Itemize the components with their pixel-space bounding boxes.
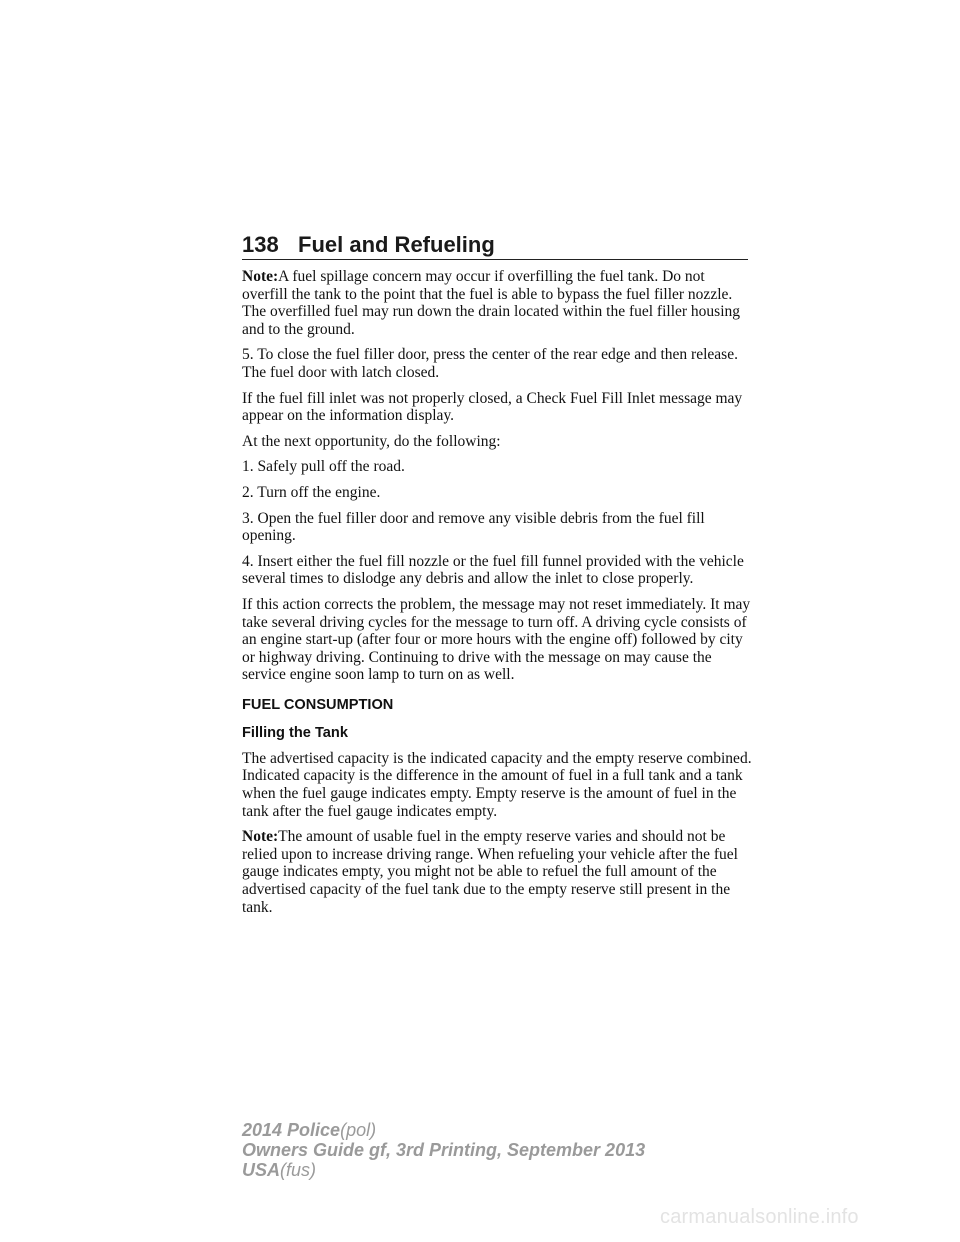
- step-4: 4. Insert either the fuel fill nozzle or the fuel fill funnel provided with the vehicle several times to dislodge any debris and allow the inlet to close properly.: [242, 552, 744, 588]
- footer-model-line: [242, 1120, 762, 1140]
- note-label: Note:: [242, 268, 279, 285]
- note-text: A fuel spillage concern may occur if overfilling the fuel tank. Do not overfill the tank to the point that the fuel is able to bypass the fuel filler nozzle. The overfilled fuel may run down the drain located within the fuel filler housing and to the ground.: [242, 268, 741, 338]
- reset-paragraph: If this action corrects the problem, the message may not reset immediately. It may take several driving cycles for the message to turn off. A driving cycle consists of an engine start-up (after four or more hours with the engine off) followed by city or highway driving. Continuing to drive with the message on may cause the service engine soon lamp to turn on as well.: [242, 595, 751, 684]
- site-watermark: carmanualsonline.info: [660, 1206, 859, 1228]
- note-paragraph: [242, 268, 752, 338]
- step-3: 3. Open the fuel filler door and remove any visible debris from the fuel fill opening.: [242, 509, 705, 545]
- next-opportunity-paragraph: At the next opportunity, do the following:: [242, 432, 501, 450]
- page-body: [242, 268, 752, 924]
- page-footer: [242, 1120, 762, 1180]
- footer-guide-line: Owners Guide gf, 3rd Printing, September 2013: [242, 1140, 646, 1160]
- step-2: 2. Turn off the engine.: [242, 483, 381, 501]
- footer-model-code: (pol): [340, 1120, 377, 1140]
- header-divider: [242, 259, 748, 260]
- footer-market: USA: [242, 1160, 281, 1180]
- filling-the-tank-heading: Filling the Tank: [242, 724, 348, 741]
- footer-market-code: (fus): [280, 1160, 317, 1180]
- inlet-paragraph: If the fuel fill inlet was not properly closed, a Check Fuel Fill Inlet message may appear on the information display.: [242, 389, 743, 425]
- note-label-2: Note:: [242, 828, 279, 846]
- fuel-consumption-heading: FUEL CONSUMPTION: [242, 696, 394, 713]
- section-title: Fuel and Refueling: [298, 232, 495, 257]
- footer-model: 2014 Police: [242, 1120, 341, 1140]
- step-5-paragraph: 5. To close the fuel filler door, press the center of the rear edge and then release. The fuel door with latch closed.: [242, 346, 738, 381]
- page-number: 138: [242, 232, 279, 257]
- footer-market-line: [242, 1160, 762, 1180]
- capacity-paragraph: The advertised capacity is the indicated capacity and the empty reserve combined. Indicated capacity is the difference in the amount of fuel in a full tank and a tank when the fuel gauge indicates empty. Empty reserve is the amount of fuel in the tank after the fuel gauge indicates empty.: [242, 749, 752, 820]
- step-1: 1. Safely pull off the road.: [242, 458, 405, 476]
- note-paragraph-2: [242, 828, 752, 916]
- page-header: [242, 232, 748, 262]
- note-text-2: The amount of usable fuel in the empty reserve varies and should not be relied upon to increase driving range. When refueling your vehicle after the fuel gauge indicates empty, you might not be able to refuel the full amount of the advertised capacity of the fuel tank due to the empty reserve still present in the tank.: [242, 828, 738, 916]
